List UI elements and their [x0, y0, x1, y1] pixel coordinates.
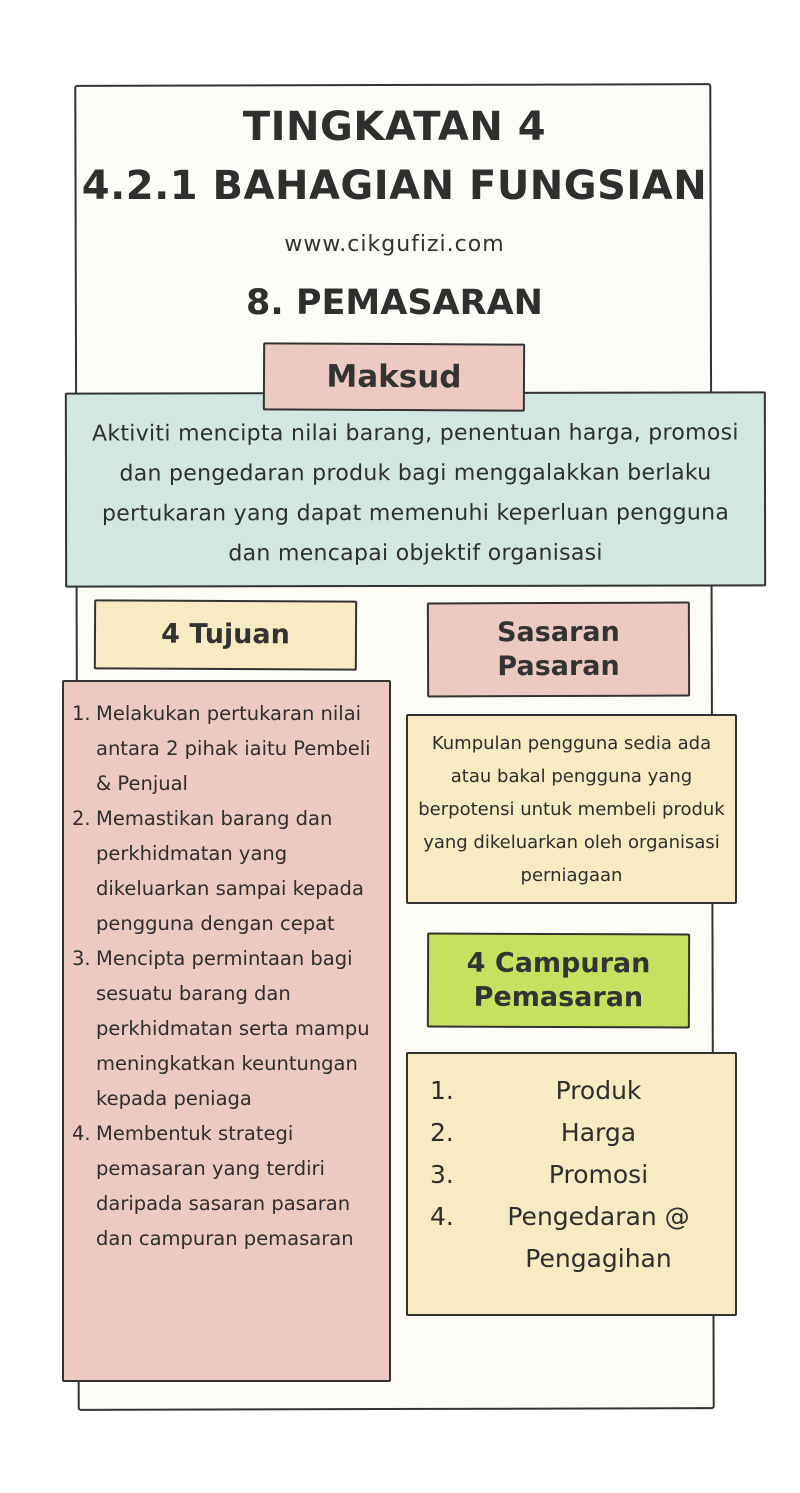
list-item	[408, 1070, 735, 1112]
list-item-text: Produk	[555, 1076, 642, 1105]
list-item	[408, 1112, 735, 1154]
list-item-text: Membentuk strategi pemasaran yang terdiri daripada sasaran pasaran dan campuran pemasaran	[96, 1122, 354, 1250]
sasaran-pasaran-definition: Kumpulan pengguna sedia ada atau bakal pengguna yang berpotensi untuk membeli produk yang dikeluarkan oleh organisasi perniagaan	[406, 714, 737, 904]
website-link[interactable]: www.cikgufizi.com	[284, 232, 505, 257]
list-item-number: 1.	[430, 1076, 454, 1105]
list-item-number: 2.	[72, 807, 91, 830]
list-item-number: 3.	[430, 1160, 454, 1189]
page-title-line2: 4.2.1 BAHAGIAN FUNGSIAN	[81, 163, 708, 209]
list-item	[72, 1116, 375, 1256]
maksud-definition: Aktiviti mencipta nilai barang, penentuan harga, promosi dan pengedaran produk bagi menggalakkan berlaku pertukaran yang dapat memenuhi keperluan pengguna dan mencapai objektif organisasi	[65, 391, 766, 587]
list-item-number: 2.	[430, 1118, 454, 1147]
list-item	[72, 941, 375, 1116]
list-item-number: 1.	[72, 702, 91, 725]
sasaran-pasaran-label: Sasaran Pasaran	[427, 602, 690, 698]
tujuan-list-box	[62, 680, 391, 1382]
section-title: 8. PEMASARAN	[246, 283, 543, 323]
list-item	[408, 1196, 735, 1280]
page-title-line1: TINGKATAN 4	[242, 104, 547, 150]
list-item-text: Pengedaran @ Pengagihan	[507, 1202, 690, 1273]
list-item	[408, 1154, 735, 1196]
list-item-text: Memastikan barang dan perkhidmatan yang dikeluarkan sampai kepada pengguna dengan cepat	[96, 807, 364, 935]
campuran-list-box	[406, 1052, 737, 1316]
maksud-label: Maksud	[263, 342, 525, 411]
campuran-pemasaran-label: 4 Campuran Pemasaran	[427, 933, 690, 1029]
list-item-text: Mencipta permintaan bagi sesuatu barang dan perkhidmatan serta mampu meningkatkan keuntungan kepada peniaga	[96, 947, 370, 1110]
tujuan-list	[72, 696, 375, 1256]
list-item-number: 3.	[72, 947, 91, 970]
list-item-text: Harga	[560, 1118, 637, 1147]
tujuan-label: 4 Tujuan	[94, 599, 357, 670]
list-item-number: 4.	[430, 1202, 454, 1231]
list-item-text: Melakukan pertukaran nilai antara 2 pihak iaitu Pembeli & Penjual	[96, 702, 371, 795]
list-item	[72, 696, 375, 801]
list-item-number: 4.	[72, 1122, 91, 1145]
list-item	[72, 801, 375, 941]
list-item-text: Promosi	[548, 1160, 649, 1189]
